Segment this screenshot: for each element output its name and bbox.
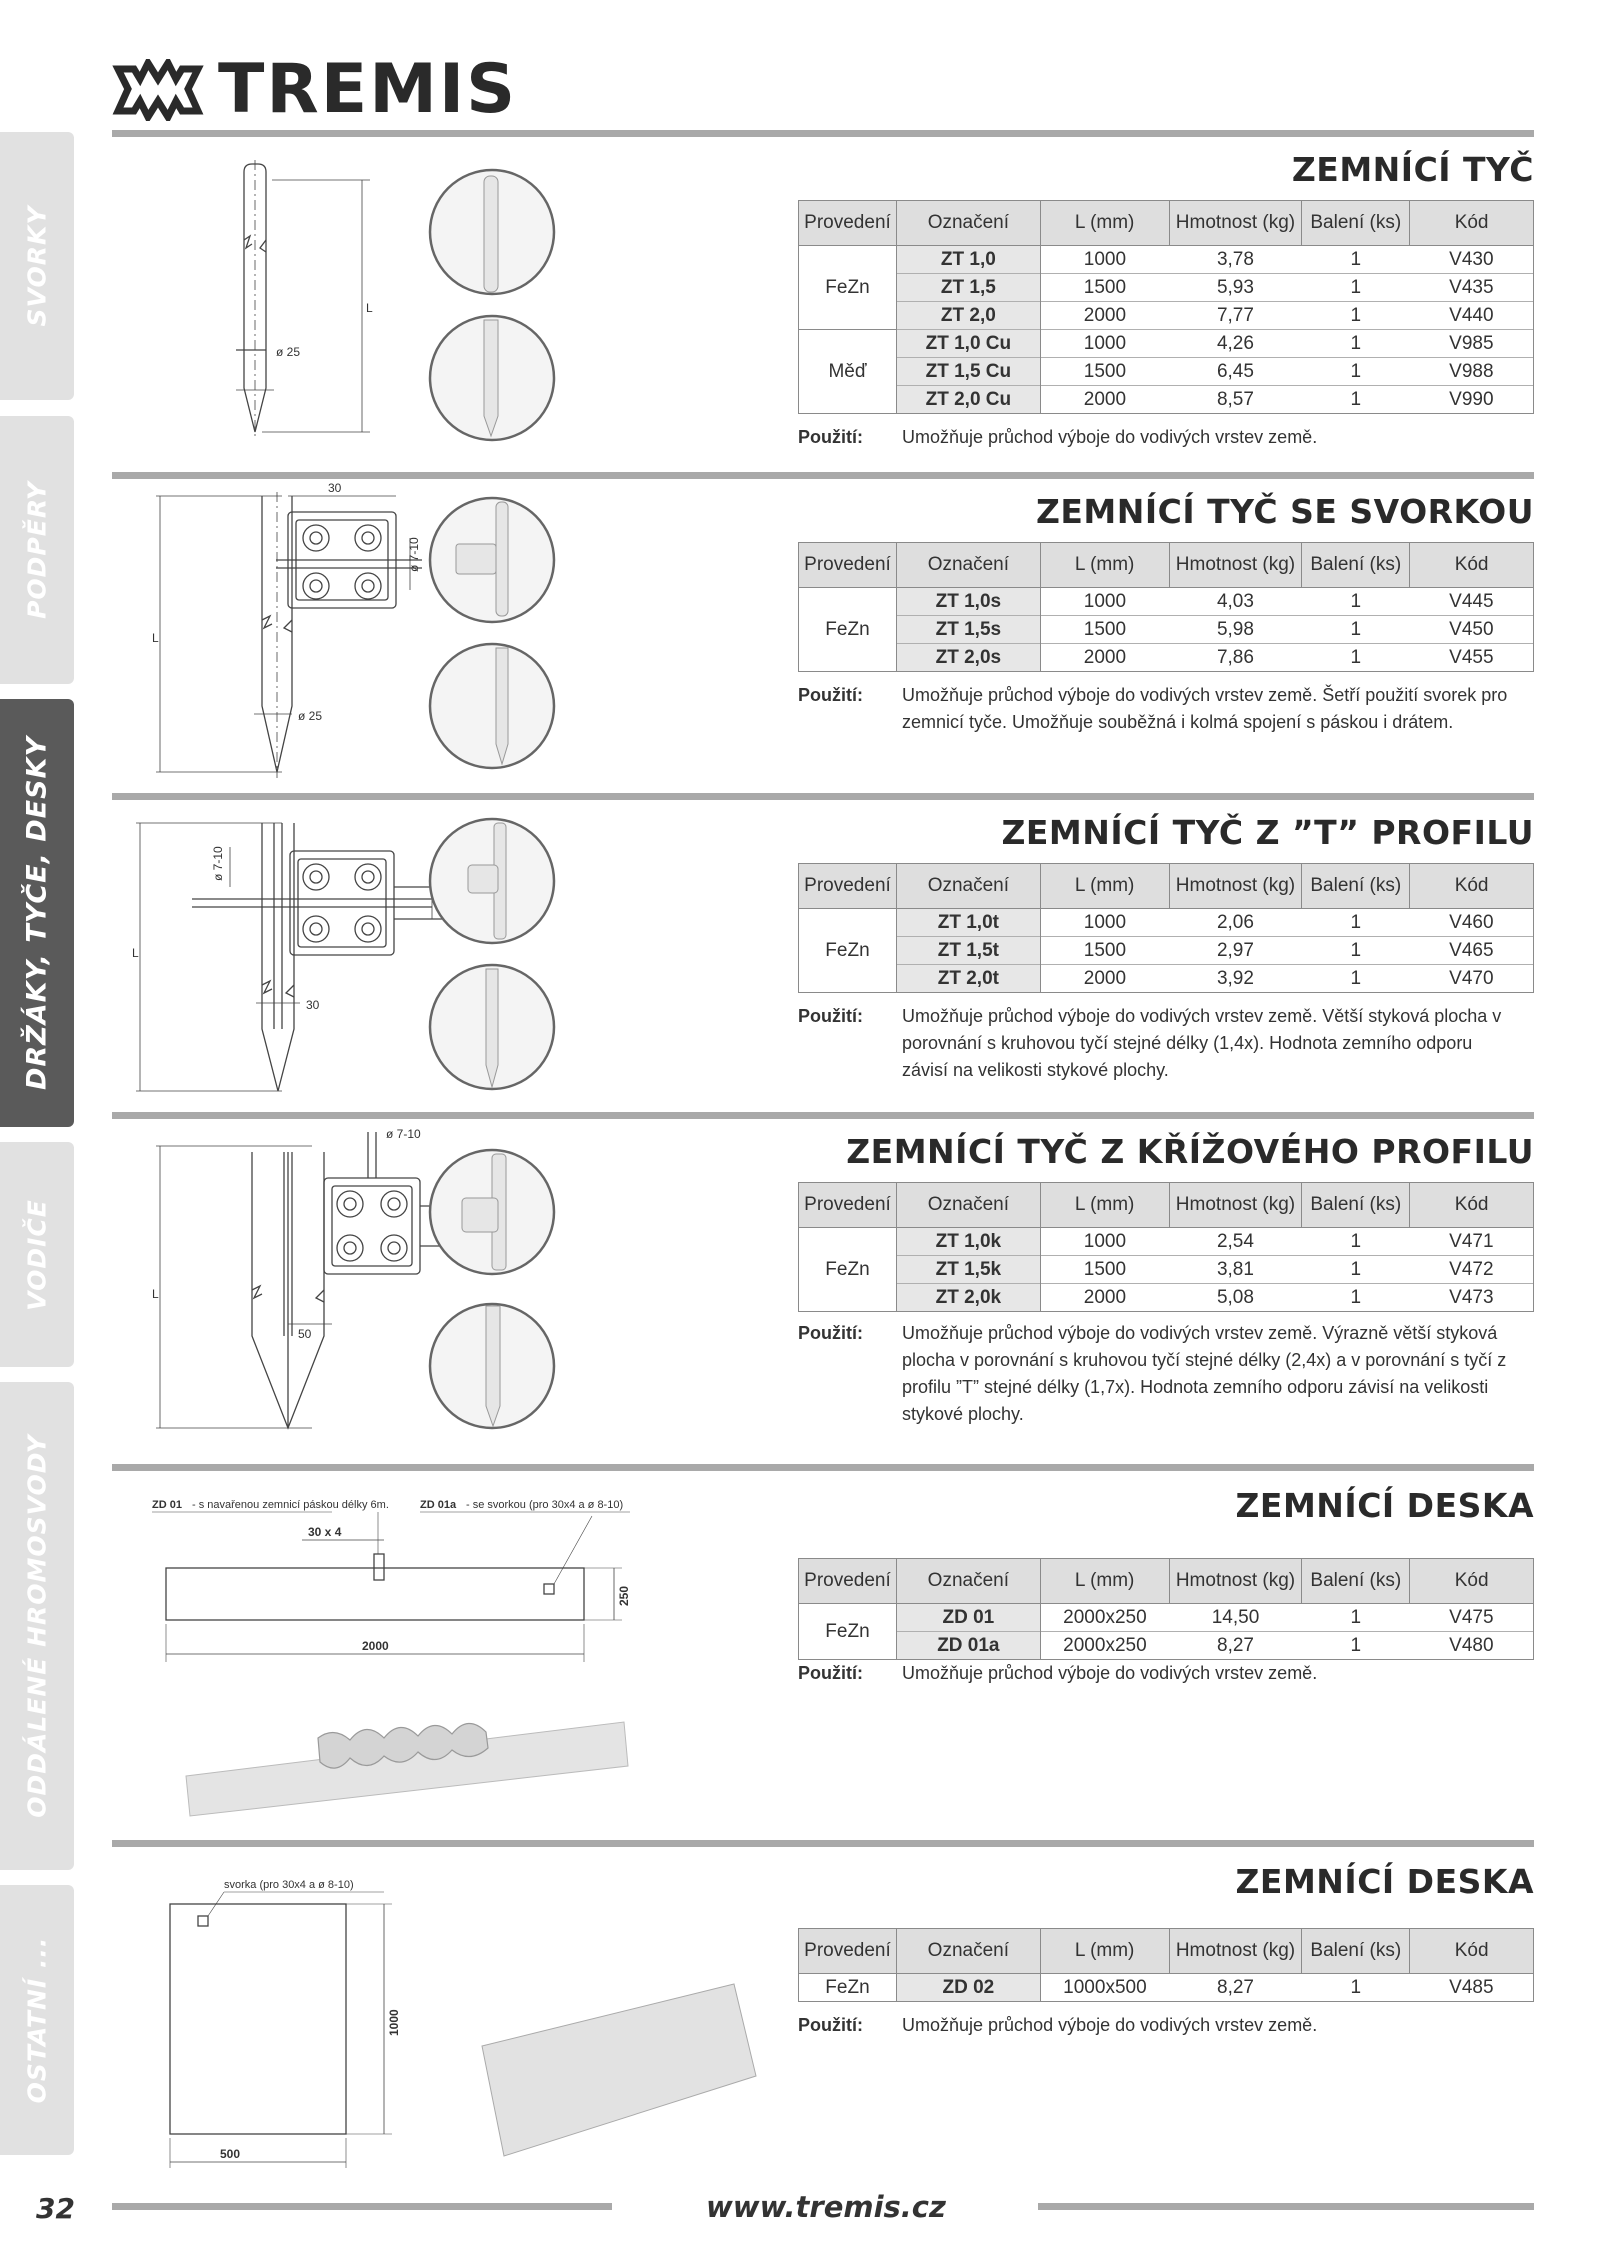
dim-height: 250 xyxy=(617,1585,631,1606)
tab-label: SVORKY xyxy=(22,205,52,327)
col-oznaceni: Označení xyxy=(896,543,1040,588)
pack-cell: 1 xyxy=(1302,246,1410,274)
pack-cell: 1 xyxy=(1302,1604,1410,1632)
weight-cell: 2,97 xyxy=(1169,937,1302,965)
col-provedeni: Provedení xyxy=(799,864,897,909)
footer-divider-left xyxy=(112,2203,612,2210)
code-cell: ZT 1,5 xyxy=(896,274,1040,302)
tab-label: ODDÁLENÉ HROMOSVODY xyxy=(22,1434,52,1818)
section-divider xyxy=(112,472,1534,479)
length-cell: 2000 xyxy=(1040,965,1169,993)
code-cell: ZT 1,5 Cu xyxy=(896,358,1040,386)
code-cell: ZT 2,0s xyxy=(896,644,1040,672)
website-link[interactable]: www.tremis.cz xyxy=(706,2190,946,2224)
section-divider xyxy=(112,1112,1534,1119)
material-cell: FeZn xyxy=(799,1604,897,1660)
plate-zd02-drawing xyxy=(152,1876,752,2176)
length-cell: 1000 xyxy=(1040,588,1169,616)
col-provedeni: Provedení xyxy=(799,201,897,246)
table-row xyxy=(799,937,1534,965)
col-baleni: Balení (ks) xyxy=(1302,543,1410,588)
material-cell: FeZn xyxy=(799,1228,897,1312)
length-cell: 1500 xyxy=(1040,1256,1169,1284)
col-provedeni: Provedení xyxy=(799,1559,897,1604)
code-cell: ZT 1,5s xyxy=(896,616,1040,644)
usage-text: Umožňuje průchod výboje do vodivých vrstev země. xyxy=(902,2015,1318,2035)
weight-cell: 4,03 xyxy=(1169,588,1302,616)
section-zemnici-tyc-t-profil xyxy=(112,793,1534,1111)
material-cell: FeZn xyxy=(799,246,897,330)
note-zd01-text: - s navařenou zemnicí páskou délky 6m. xyxy=(192,1499,389,1511)
length-cell: 1500 xyxy=(1040,616,1169,644)
weight-cell: 7,77 xyxy=(1169,302,1302,330)
note-zd01-code: ZD 01 xyxy=(152,1499,182,1511)
dim-profile: 50 xyxy=(298,1327,312,1341)
code-cell: ZT 1,5t xyxy=(896,937,1040,965)
sku-cell: V465 xyxy=(1410,937,1534,965)
dim-wire: ø 7-10 xyxy=(211,846,225,881)
tab-label: OSTATNÍ ... xyxy=(22,1936,52,2104)
col-oznaceni: Označení xyxy=(896,201,1040,246)
table-row xyxy=(799,358,1534,386)
section-title: ZEMNÍCÍ TYČ Z KŘÍŽOVÉHO PROFILU xyxy=(846,1132,1534,1171)
tremis-crown-logo-icon xyxy=(112,59,204,121)
table-row xyxy=(799,965,1534,993)
cross-profile-rod-drawing xyxy=(152,1126,552,1436)
table-row xyxy=(799,1284,1534,1312)
section-divider xyxy=(112,130,1534,137)
sku-cell: V480 xyxy=(1410,1632,1534,1660)
code-cell: ZD 01a xyxy=(896,1632,1040,1660)
col-l: L (mm) xyxy=(1040,864,1169,909)
weight-cell: 5,93 xyxy=(1169,274,1302,302)
pack-cell: 1 xyxy=(1302,588,1410,616)
usage-label: Použití: xyxy=(798,1323,863,1343)
section-zemnici-tyc xyxy=(112,130,1534,460)
weight-cell: 5,98 xyxy=(1169,616,1302,644)
table-header-row xyxy=(799,543,1534,588)
sku-cell: V455 xyxy=(1410,644,1534,672)
col-l: L (mm) xyxy=(1040,1183,1169,1228)
code-cell: ZT 1,0t xyxy=(896,909,1040,937)
table-row xyxy=(799,1256,1534,1284)
table-row xyxy=(799,330,1534,358)
col-kod: Kód xyxy=(1410,864,1534,909)
section-zemnici-tyc-krizovy-profil xyxy=(112,1112,1534,1452)
code-cell: ZD 01 xyxy=(896,1604,1040,1632)
pack-cell: 1 xyxy=(1302,274,1410,302)
footer-divider-right xyxy=(1038,2203,1534,2210)
table-row xyxy=(799,1604,1534,1632)
dim-diameter: ø 25 xyxy=(276,345,301,359)
code-cell: ZT 1,0 xyxy=(896,246,1040,274)
pack-cell: 1 xyxy=(1302,937,1410,965)
page-number: 32 xyxy=(36,2192,75,2225)
sku-cell: V450 xyxy=(1410,616,1534,644)
product-table xyxy=(798,1182,1534,1312)
code-cell: ZT 1,0s xyxy=(896,588,1040,616)
weight-cell: 8,27 xyxy=(1169,1632,1302,1660)
pack-cell: 1 xyxy=(1302,1228,1410,1256)
usage-label: Použití: xyxy=(798,427,863,447)
weight-cell: 8,57 xyxy=(1169,386,1302,414)
code-cell: ZD 02 xyxy=(896,1974,1040,2002)
usage-text: Umožňuje průchod výboje do vodivých vrstev země. Větší styková plocha v porovnání s kruhovou tyčí stejné délky (1,4x). Hodnota zemního odporu závisí na velikosti stykové plochy. xyxy=(902,1006,1502,1080)
dim-width: 30 xyxy=(328,481,342,495)
dim-length: L xyxy=(152,631,159,645)
note-zd01a-code: ZD 01a xyxy=(420,1499,457,1511)
pack-cell: 1 xyxy=(1302,330,1410,358)
sku-cell: V985 xyxy=(1410,330,1534,358)
table-row xyxy=(799,246,1534,274)
tab-label: DRŽÁKY, TYČE, DESKY xyxy=(21,735,53,1091)
table-row xyxy=(799,302,1534,330)
col-oznaceni: Označení xyxy=(896,1929,1040,1974)
sku-cell: V445 xyxy=(1410,588,1534,616)
brand-logo xyxy=(112,50,518,129)
pack-cell: 1 xyxy=(1302,965,1410,993)
length-cell: 1000x500 xyxy=(1040,1974,1169,2002)
weight-cell: 7,86 xyxy=(1169,644,1302,672)
col-baleni: Balení (ks) xyxy=(1302,864,1410,909)
section-zemnici-deska-zd02 xyxy=(112,1840,1534,2180)
rod-with-clamp-drawing xyxy=(152,482,552,782)
col-provedeni: Provedení xyxy=(799,1929,897,1974)
material-cell: Měď xyxy=(799,330,897,414)
sku-cell: V471 xyxy=(1410,1228,1534,1256)
material-cell: FeZn xyxy=(799,588,897,672)
section-divider xyxy=(112,793,1534,800)
sku-cell: V988 xyxy=(1410,358,1534,386)
weight-cell: 4,26 xyxy=(1169,330,1302,358)
dim-length: L xyxy=(152,1287,159,1301)
dim-profile: 30 xyxy=(306,998,320,1012)
code-cell: ZT 2,0k xyxy=(896,1284,1040,1312)
pack-cell: 1 xyxy=(1302,616,1410,644)
table-row xyxy=(799,644,1534,672)
col-kod: Kód xyxy=(1410,1183,1534,1228)
pack-cell: 1 xyxy=(1302,909,1410,937)
col-l: L (mm) xyxy=(1040,201,1169,246)
product-table xyxy=(798,1558,1534,1660)
usage-label: Použití: xyxy=(798,685,863,705)
section-zemnici-deska-zd01 xyxy=(112,1464,1534,1834)
section-title: ZEMNÍCÍ DESKA xyxy=(1235,1862,1534,1901)
sku-cell: V435 xyxy=(1410,274,1534,302)
weight-cell: 5,08 xyxy=(1169,1284,1302,1312)
tab-podpery[interactable] xyxy=(0,416,74,684)
table-header-row xyxy=(799,864,1534,909)
col-provedeni: Provedení xyxy=(799,543,897,588)
weight-cell: 2,06 xyxy=(1169,909,1302,937)
table-row xyxy=(799,1974,1534,2002)
code-cell: ZT 2,0 xyxy=(896,302,1040,330)
code-cell: ZT 1,0k xyxy=(896,1228,1040,1256)
table-row xyxy=(799,274,1534,302)
col-provedeni: Provedení xyxy=(799,1183,897,1228)
code-cell: ZT 1,0 Cu xyxy=(896,330,1040,358)
table-row xyxy=(799,1228,1534,1256)
col-baleni: Balení (ks) xyxy=(1302,1559,1410,1604)
col-l: L (mm) xyxy=(1040,543,1169,588)
code-cell: ZT 2,0 Cu xyxy=(896,386,1040,414)
length-cell: 1500 xyxy=(1040,358,1169,386)
product-table xyxy=(798,863,1534,993)
tab-vodice[interactable] xyxy=(0,1142,74,1367)
length-cell: 2000 xyxy=(1040,386,1169,414)
code-cell: ZT 2,0t xyxy=(896,965,1040,993)
length-cell: 2000 xyxy=(1040,1284,1169,1312)
pack-cell: 1 xyxy=(1302,1632,1410,1660)
sku-cell: V472 xyxy=(1410,1256,1534,1284)
pack-cell: 1 xyxy=(1302,1256,1410,1284)
usage-label: Použití: xyxy=(798,1663,863,1683)
col-l: L (mm) xyxy=(1040,1929,1169,1974)
col-baleni: Balení (ks) xyxy=(1302,1183,1410,1228)
section-title: ZEMNÍCÍ DESKA xyxy=(1235,1486,1534,1525)
dim-wire: ø 7-10 xyxy=(407,537,421,572)
col-baleni: Balení (ks) xyxy=(1302,201,1410,246)
table-header-row xyxy=(799,1929,1534,1974)
weight-cell: 6,45 xyxy=(1169,358,1302,386)
pack-cell: 1 xyxy=(1302,358,1410,386)
sku-cell: V430 xyxy=(1410,246,1534,274)
note-clamp: svorka (pro 30x4 a ø 8-10) xyxy=(224,1879,354,1891)
col-hmotnost: Hmotnost (kg) xyxy=(1169,1929,1302,1974)
material-cell: FeZn xyxy=(799,909,897,993)
usage-text: Umožňuje průchod výboje do vodivých vrstev země. xyxy=(902,427,1318,447)
col-hmotnost: Hmotnost (kg) xyxy=(1169,543,1302,588)
sku-cell: V475 xyxy=(1410,1604,1534,1632)
col-kod: Kód xyxy=(1410,201,1534,246)
pack-cell: 1 xyxy=(1302,386,1410,414)
col-kod: Kód xyxy=(1410,1929,1534,1974)
table-header-row xyxy=(799,201,1534,246)
col-kod: Kód xyxy=(1410,543,1534,588)
table-row xyxy=(799,909,1534,937)
usage-text: Umožňuje průchod výboje do vodivých vrstev země. Výrazně větší styková plocha v porovnání s kruhovou tyčí stejné délky (2,4x) a v porovnání s tyčí z profilu ”T” stejné délky (1,7x). Hodnota zemního odporu závisí na velikosti stykové plochy. xyxy=(902,1323,1507,1424)
dim-wire: ø 7-10 xyxy=(386,1127,421,1141)
col-oznaceni: Označení xyxy=(896,1559,1040,1604)
length-cell: 1000 xyxy=(1040,330,1169,358)
table-row xyxy=(799,616,1534,644)
length-cell: 1500 xyxy=(1040,274,1169,302)
dim-length: L xyxy=(132,946,139,960)
pack-cell: 1 xyxy=(1302,1284,1410,1312)
usage-label: Použití: xyxy=(798,2015,863,2035)
sku-cell: V485 xyxy=(1410,1974,1534,2002)
length-cell: 1000 xyxy=(1040,1228,1169,1256)
product-table xyxy=(798,1928,1534,2002)
material-cell: FeZn xyxy=(799,1974,897,2002)
pack-cell: 1 xyxy=(1302,302,1410,330)
col-hmotnost: Hmotnost (kg) xyxy=(1169,201,1302,246)
table-row xyxy=(799,1632,1534,1660)
weight-cell: 3,92 xyxy=(1169,965,1302,993)
dim-length: L xyxy=(366,301,373,315)
dim-strip: 30 x 4 xyxy=(308,1525,342,1539)
length-cell: 1000 xyxy=(1040,909,1169,937)
col-l: L (mm) xyxy=(1040,1559,1169,1604)
tab-ostatni[interactable] xyxy=(0,1885,74,2155)
length-cell: 2000x250 xyxy=(1040,1604,1169,1632)
section-zemnici-tyc-se-svorkou xyxy=(112,472,1534,792)
table-header-row xyxy=(799,1183,1534,1228)
length-cell: 1000 xyxy=(1040,246,1169,274)
dim-length: 2000 xyxy=(362,1639,389,1653)
usage-label: Použití: xyxy=(798,1006,863,1026)
tab-label: VODIČE xyxy=(22,1198,52,1311)
section-title: ZEMNÍCÍ TYČ SE SVORKOU xyxy=(1035,492,1534,531)
dim-diameter: ø 25 xyxy=(298,709,323,723)
sku-cell: V460 xyxy=(1410,909,1534,937)
col-baleni: Balení (ks) xyxy=(1302,1929,1410,1974)
code-cell: ZT 1,5k xyxy=(896,1256,1040,1284)
table-row xyxy=(799,588,1534,616)
sku-cell: V440 xyxy=(1410,302,1534,330)
col-hmotnost: Hmotnost (kg) xyxy=(1169,1559,1302,1604)
col-kod: Kód xyxy=(1410,1559,1534,1604)
dim-width: 500 xyxy=(220,2147,241,2161)
pack-cell: 1 xyxy=(1302,1974,1410,2002)
section-divider xyxy=(112,1840,1534,1847)
table-row xyxy=(799,386,1534,414)
sku-cell: V473 xyxy=(1410,1284,1534,1312)
weight-cell: 2,54 xyxy=(1169,1228,1302,1256)
note-zd01a-text: - se svorkou (pro 30x4 a ø 8-10) xyxy=(466,1499,624,1511)
weight-cell: 14,50 xyxy=(1169,1604,1302,1632)
product-table xyxy=(798,542,1534,672)
section-divider xyxy=(112,1464,1534,1471)
rod-technical-drawing xyxy=(192,160,552,440)
section-title: ZEMNÍCÍ TYČ xyxy=(1291,150,1534,189)
section-title: ZEMNÍCÍ TYČ Z ”T” PROFILU xyxy=(1001,813,1534,852)
tab-drzaky-tyce-desky[interactable] xyxy=(0,699,74,1127)
col-oznaceni: Označení xyxy=(896,1183,1040,1228)
weight-cell: 3,81 xyxy=(1169,1256,1302,1284)
length-cell: 2000 xyxy=(1040,644,1169,672)
tab-oddalene-hromosvody[interactable] xyxy=(0,1382,74,1870)
sku-cell: V470 xyxy=(1410,965,1534,993)
sku-cell: V990 xyxy=(1410,386,1534,414)
t-profile-rod-drawing xyxy=(132,807,552,1107)
tab-svorky[interactable] xyxy=(0,132,74,400)
usage-text: Umožňuje průchod výboje do vodivých vrstev země. Šetří použití svorek pro zemnicí tyče. Umožňuje souběžná i kolmá spojení s páskou i drátem. xyxy=(902,685,1508,732)
tab-label: PODPĚRY xyxy=(22,481,52,619)
table-header-row xyxy=(799,1559,1534,1604)
plate-zd01-drawing xyxy=(152,1494,752,1824)
dim-height: 1000 xyxy=(387,2009,401,2036)
usage-text: Umožňuje průchod výboje do vodivých vrstev země. xyxy=(902,1663,1318,1683)
pack-cell: 1 xyxy=(1302,644,1410,672)
col-hmotnost: Hmotnost (kg) xyxy=(1169,864,1302,909)
weight-cell: 3,78 xyxy=(1169,246,1302,274)
weight-cell: 8,27 xyxy=(1169,1974,1302,2002)
length-cell: 1500 xyxy=(1040,937,1169,965)
length-cell: 2000x250 xyxy=(1040,1632,1169,1660)
brand-name: TREMIS xyxy=(218,50,518,129)
length-cell: 2000 xyxy=(1040,302,1169,330)
col-oznaceni: Označení xyxy=(896,864,1040,909)
col-hmotnost: Hmotnost (kg) xyxy=(1169,1183,1302,1228)
product-table xyxy=(798,200,1534,414)
